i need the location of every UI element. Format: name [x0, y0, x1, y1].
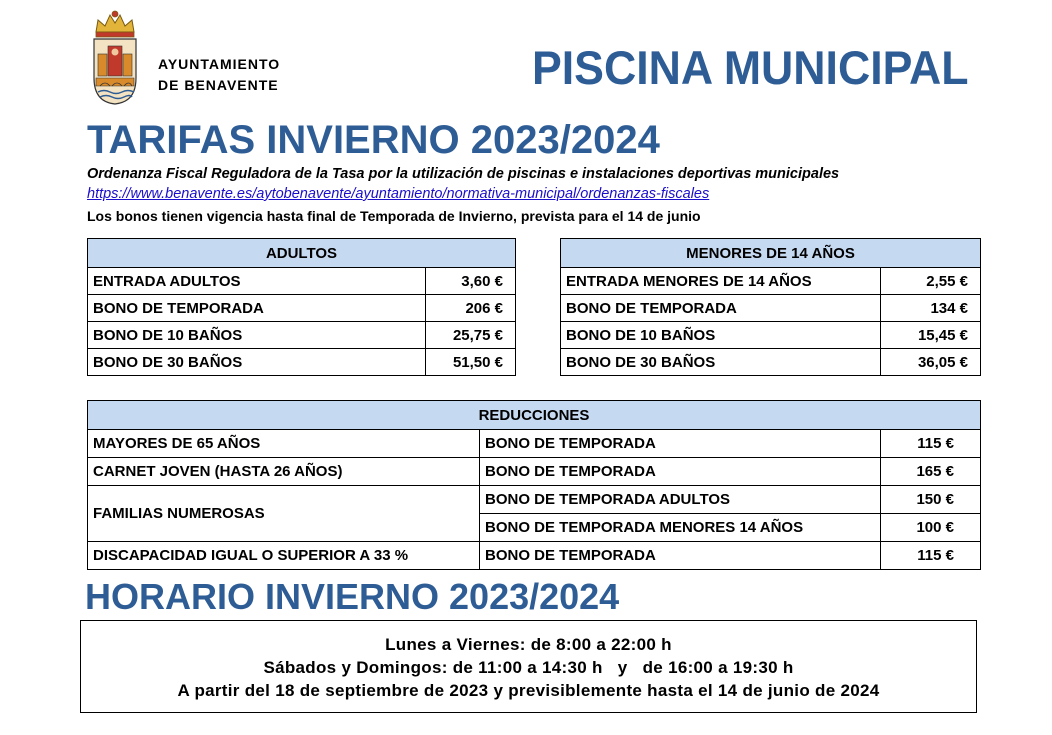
group-cell: DISCAPACIDAD IGUAL O SUPERIOR A 33 %	[88, 542, 480, 570]
price-cell: 150 €	[881, 486, 981, 514]
page-title: PISCINA MUNICIPAL	[532, 41, 969, 94]
reducciones-header: REDUCCIONES	[88, 401, 981, 430]
price-cell: 115 €	[881, 542, 981, 570]
price-cell: 36,05 €	[881, 349, 981, 376]
concept-cell: BONO DE TEMPORADA	[480, 542, 881, 570]
concept-cell: ENTRADA MENORES DE 14 AÑOS	[561, 268, 881, 295]
table-row	[561, 268, 981, 295]
price-cell: 2,55 €	[881, 268, 981, 295]
concept-cell: BONO DE TEMPORADA	[480, 430, 881, 458]
reducciones-table	[87, 400, 981, 570]
table-row	[88, 458, 981, 486]
price-cell: 165 €	[881, 458, 981, 486]
horario-box	[80, 620, 977, 713]
horario-line-3: A partir del 18 de septiembre de 2023 y previsiblemente hasta el 14 de junio de 2024	[177, 681, 880, 700]
table-row	[88, 349, 516, 376]
concept-cell: BONO DE TEMPORADA	[480, 458, 881, 486]
price-cell: 206 €	[426, 295, 516, 322]
group-cell: MAYORES DE 65 AÑOS	[88, 430, 480, 458]
menores-table	[560, 238, 981, 376]
concept-cell: BONO DE TEMPORADA	[561, 295, 881, 322]
ordenanza-link[interactable]: https://www.benavente.es/aytobenavente/ayuntamiento/normativa-municipal/ordenanzas-fiscales	[87, 186, 710, 202]
concept-cell: BONO DE TEMPORADA	[88, 295, 426, 322]
organization-name	[158, 54, 280, 96]
price-cell: 3,60 €	[426, 268, 516, 295]
table-row	[561, 349, 981, 376]
ordenanza-text: Ordenanza Fiscal Reguladora de la Tasa por la utilización de piscinas e instalaciones deportivas municipales	[87, 166, 840, 182]
organization-line-1: AYUNTAMIENTO	[158, 56, 281, 72]
concept-cell: BONO DE TEMPORADA MENORES 14 AÑOS	[480, 514, 881, 542]
adultos-header: ADULTOS	[88, 239, 516, 268]
price-cell: 134 €	[881, 295, 981, 322]
price-cell: 115 €	[881, 430, 981, 458]
price-cell: 100 €	[881, 514, 981, 542]
table-row	[88, 430, 981, 458]
concept-cell: BONO DE 10 BAÑOS	[561, 322, 881, 349]
horario-line-1: Lunes a Viernes: de 8:00 a 22:00 h	[385, 635, 672, 654]
concept-cell: BONO DE TEMPORADA ADULTOS	[480, 486, 881, 514]
table-row	[88, 268, 516, 295]
group-cell: CARNET JOVEN (HASTA 26 AÑOS)	[88, 458, 480, 486]
concept-cell: BONO DE 30 BAÑOS	[88, 349, 426, 376]
horario-title: HORARIO INVIERNO 2023/2024	[85, 576, 620, 617]
table-row	[561, 322, 981, 349]
table-row	[561, 295, 981, 322]
table-row	[88, 542, 981, 570]
menores-header: MENORES DE 14 AÑOS	[561, 239, 981, 268]
table-row	[88, 322, 516, 349]
concept-cell: BONO DE 30 BAÑOS	[561, 349, 881, 376]
group-cell: FAMILIAS NUMEROSAS	[88, 486, 480, 542]
price-cell: 51,50 €	[426, 349, 516, 376]
organization-line-2: DE BENAVENTE	[158, 77, 279, 93]
price-cell: 25,75 €	[426, 322, 516, 349]
concept-cell: BONO DE 10 BAÑOS	[88, 322, 426, 349]
adultos-table	[87, 238, 516, 376]
table-row	[88, 486, 981, 514]
coat-of-arms-icon	[90, 10, 140, 106]
bonos-note: Los bonos tienen vigencia hasta final de Temporada de Invierno, prevista para el 14 de junio	[87, 208, 701, 224]
tarifas-title: TARIFAS INVIERNO 2023/2024	[87, 118, 660, 162]
horario-line-2: Sábados y Domingos: de 11:00 a 14:30 h y de 16:00 a 19:30 h	[263, 658, 794, 677]
table-row	[88, 295, 516, 322]
price-cell: 15,45 €	[881, 322, 981, 349]
concept-cell: ENTRADA ADULTOS	[88, 268, 426, 295]
